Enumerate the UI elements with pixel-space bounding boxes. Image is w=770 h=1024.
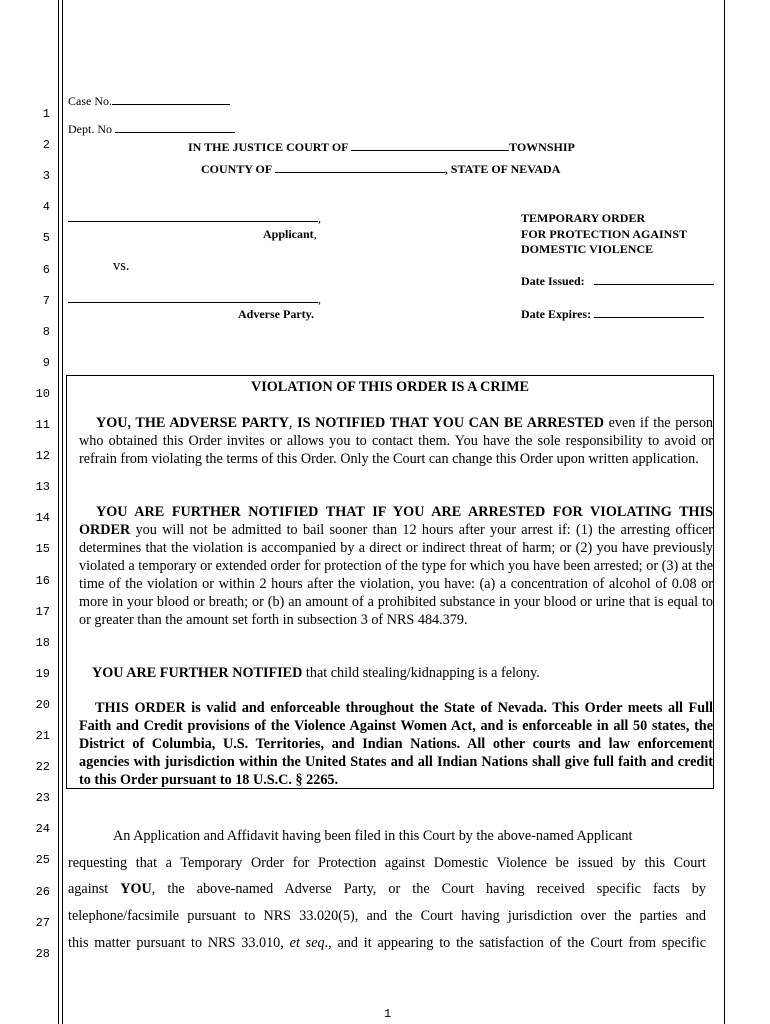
- body-line-4: telephone/facsimile pursuant to NRS 33.020(5), and the Court having jurisdiction over the parties and: [68, 908, 706, 924]
- page-number: 1: [384, 1007, 392, 1021]
- applicant-label-line: [263, 227, 317, 242]
- line-number: 15: [35, 542, 50, 557]
- line-number: 6: [42, 262, 50, 277]
- line-number: 7: [42, 293, 50, 308]
- body-line-5-b: ., and it appearing to the satisfaction of the Court from specific: [324, 935, 707, 951]
- line-number: 11: [35, 418, 50, 432]
- line-number: 17: [35, 604, 50, 619]
- line-number: 14: [35, 511, 50, 526]
- date-expires-label: Date Expires:: [521, 307, 592, 321]
- date-issued-blank[interactable]: [594, 274, 714, 285]
- body-line-3-b: , the above-named Adverse Party, or the Court having received specific facts by: [151, 881, 706, 897]
- line-number: 24: [35, 822, 50, 837]
- body-line-5: [68, 935, 706, 952]
- adverse-party-name-blank[interactable]: [68, 292, 318, 303]
- right-margin-rule: [724, 0, 725, 1024]
- notice-paragraph-3: [79, 664, 713, 682]
- body-line-1: An Application and Affidavit having been filed in this Court by the above-named Applicant: [113, 828, 633, 844]
- line-number: 16: [35, 573, 50, 588]
- case-number-label: Case No.: [68, 94, 112, 108]
- date-expires-line: [521, 307, 704, 322]
- p2-bold: YOU ARE FURTHER NOTIFIED THAT IF YOU ARE ARRESTED FOR VIOLATING THIS ORDER: [79, 504, 713, 538]
- notice-paragraph-2: [79, 503, 713, 629]
- warning-heading: VIOLATION OF THIS ORDER IS A CRIME: [250, 379, 530, 395]
- line-number: 8: [42, 324, 50, 339]
- county-heading-prefix: COUNTY OF: [201, 162, 272, 176]
- body-line-3-bold: YOU: [120, 881, 152, 897]
- versus-label: vs.: [113, 258, 130, 274]
- left-margin-rule-1: [58, 0, 59, 1024]
- body-line-3: [68, 881, 706, 898]
- line-number: 27: [35, 915, 50, 930]
- body-line-2: requesting that a Temporary Order for Protection against Domestic Violence be issued by this Court: [68, 855, 706, 871]
- date-issued-label: Date Issued:: [521, 274, 585, 288]
- line-number: 25: [35, 853, 50, 868]
- line-number: 20: [35, 697, 50, 712]
- p1-comma: ,: [288, 415, 293, 431]
- case-number-line: [68, 94, 230, 109]
- line-number: 5: [42, 231, 50, 246]
- line-number: 22: [35, 760, 50, 775]
- county-blank[interactable]: [275, 162, 445, 173]
- line-number: 18: [35, 635, 50, 650]
- date-expires-blank[interactable]: [594, 307, 704, 318]
- order-title-line-1: TEMPORARY ORDER: [521, 211, 646, 225]
- county-heading: [201, 162, 560, 177]
- order-title-line-2: FOR PROTECTION AGAINST: [521, 227, 688, 241]
- applicant-name-line: [68, 211, 321, 226]
- line-number: 2: [42, 138, 50, 153]
- dept-number-blank[interactable]: [115, 122, 235, 133]
- line-number: 21: [35, 729, 50, 743]
- line-number: 12: [35, 449, 50, 464]
- court-heading-suffix: TOWNSHIP: [509, 140, 575, 154]
- p1-text: even if the person who obtained this Order invites or allows you to contact them. You have the sole responsibility to avoid or refrain from violating the terms of this Order. Only the Court can change this Order upon written application.: [79, 415, 714, 467]
- applicant-label-comma: ,: [313, 227, 317, 241]
- line-number: 1: [42, 107, 50, 121]
- case-number-blank[interactable]: [112, 94, 230, 105]
- p3-text: that child stealing/kidnapping is a felony.: [305, 665, 540, 681]
- court-heading-prefix: IN THE JUSTICE COURT OF: [188, 140, 349, 154]
- order-title-line-3: DOMESTIC VIOLENCE: [521, 242, 654, 256]
- line-number: 23: [35, 791, 50, 806]
- p3-bold: YOU ARE FURTHER NOTIFIED: [92, 665, 303, 681]
- body-line-5-a: this matter pursuant to NRS 33.010,: [68, 935, 284, 951]
- dept-number-line: [68, 122, 235, 137]
- line-number: 4: [42, 200, 50, 215]
- line-number: 19: [35, 666, 50, 681]
- body-line-3-a: against: [68, 881, 109, 897]
- township-blank[interactable]: [351, 140, 509, 151]
- court-heading: [188, 140, 575, 155]
- applicant-label: Applicant: [263, 227, 314, 241]
- adverse-party-comma: ,: [318, 292, 321, 306]
- line-number: 13: [35, 480, 50, 495]
- date-issued-line: [521, 274, 714, 289]
- line-number: 10: [35, 386, 50, 401]
- p1-bold-b: IS NOTIFIED THAT YOU CAN BE ARRESTED: [297, 415, 605, 431]
- dept-number-label: Dept. No: [68, 122, 112, 136]
- applicant-comma: ,: [318, 211, 321, 225]
- line-number: 9: [42, 355, 50, 370]
- p2-text: you will not be admitted to bail sooner than 12 hours after your arrest if: (1) the arresting officer determines that the violation is accompanied by a direct or indirect threat of harm; or (2) you have previously violated a temporary or extended order for protection of the type for which you have been arrested; or (3) at the time of the violation or within 2 hours after the violation, you have: (a) a concentration of alcohol of 0.08 or more in your blood or breath; or (b) an amount of a prohibited substance in your blood or urine that is equal to or greater than the amount set forth in subsection 3 of NRS 484.379.: [79, 522, 714, 628]
- county-heading-suffix: , STATE OF NEVADA: [444, 162, 561, 176]
- adverse-party-label: Adverse Party.: [238, 307, 314, 321]
- line-number: 26: [35, 884, 50, 899]
- p1-bold-a: YOU, THE ADVERSE PARTY: [96, 415, 289, 431]
- body-line-5-italic: et seq: [289, 935, 325, 951]
- adverse-party-name-line: [68, 292, 321, 307]
- left-margin-rule-2: [62, 0, 63, 1024]
- notice-paragraph-4: THIS ORDER is valid and enforceable throughout the State of Nevada. This Order meets all Full Faith and Credit provisions of the Violence Against Women Act, and is enforceable in all 50 states, the District of Columbia, U.S. Territories, and Indian Nations. All other courts and law enforcement agencies with jurisdiction within the United States and all Indian Nations shall give full faith and credit to this Order pursuant to 18 U.S.C. § 2265.: [79, 700, 713, 788]
- notice-paragraph-1: [79, 414, 713, 468]
- line-number: 28: [35, 946, 50, 961]
- line-number: 3: [42, 169, 50, 184]
- applicant-name-blank[interactable]: [68, 211, 318, 222]
